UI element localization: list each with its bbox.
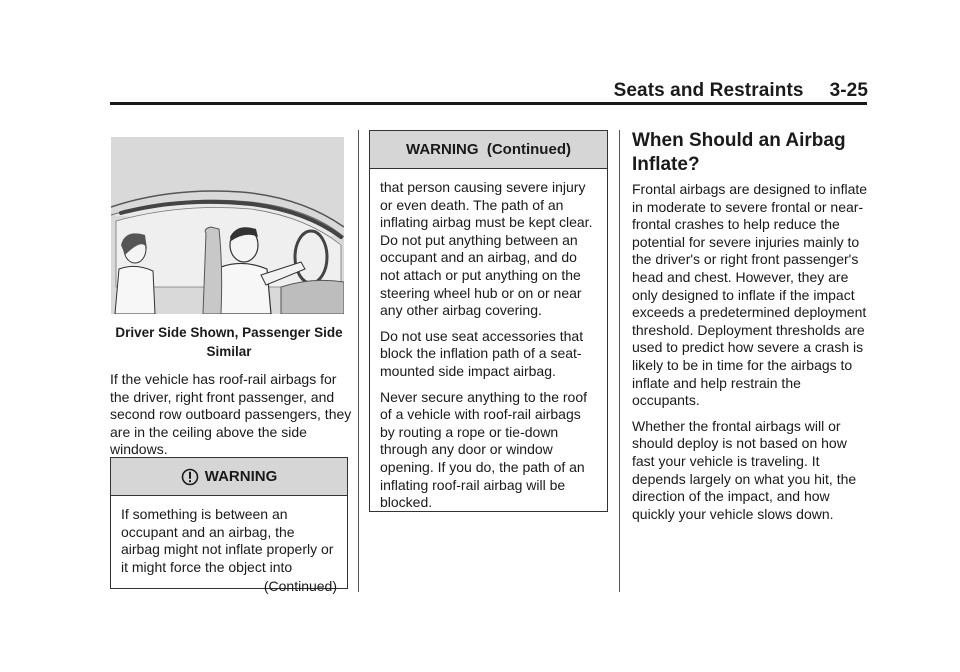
warning-paragraph: Do not use seat accessories that block the inflation path of a seat-mounted side impact airbag. bbox=[380, 327, 584, 379]
warning-text: If something is between an occupant and an airbag, the airbag might not inflate properly or it might force the object into bbox=[121, 506, 334, 575]
right-paragraph: Frontal airbags are designed to inflate in moderate to severe frontal or near-frontal crashes to help reduce the potential for severe injuries mainly to the driver's or right front passenger's head and chest. However, they are only designed to inflate if the impact exceeds a predetermined deployment threshold. Deployment thresholds are used to predict how severe a crash is likely to be in time for the airbags to inflate and help restrain the occupants. bbox=[632, 181, 868, 409]
continued-label: (Continued) bbox=[263, 578, 337, 595]
column-divider-right bbox=[619, 130, 620, 592]
warning-header bbox=[111, 458, 347, 496]
section-heading: When Should an Airbag Inflate? bbox=[632, 130, 846, 175]
figure-caption: Driver Side Shown, Passenger Side Similar bbox=[115, 325, 343, 359]
warning-paragraph: that person causing severe injury or even death. The path of an inflating airbag must be kept clear. Do not put anything between an occupant and an airbag, and do not attach or put anything on the steering wheel hub or on or near any other airbag covering. bbox=[380, 179, 593, 319]
warning-box bbox=[110, 457, 348, 595]
warning-body bbox=[111, 496, 347, 602]
header-rule bbox=[110, 102, 867, 105]
page-number: 3-25 bbox=[829, 80, 868, 101]
page-header bbox=[614, 80, 868, 102]
left-body-text bbox=[110, 371, 352, 467]
section-title-header: Seats and Restraints bbox=[613, 80, 804, 101]
warning-paragraph: Never secure anything to the roof of a vehicle with roof-rail airbags by routing a rope or tie-down through any door or window opening. If you do, the path of an inflating roof-rail airbag will be blocked. bbox=[380, 388, 588, 511]
left-paragraph: If the vehicle has roof-rail airbags for the driver, right front passenger, and second row outboard passengers, they are in the ceiling above the side windows. bbox=[110, 371, 352, 458]
right-paragraph: Whether the frontal airbags will or should deploy is not based on how fast your vehicle is traveling. It depends largely on what you hit, the direction of the impact, and how quickly your vehicle slows down. bbox=[632, 417, 857, 522]
warning-continued-header bbox=[370, 131, 607, 169]
right-body-text bbox=[632, 181, 872, 531]
warning-continued-title: WARNING (Continued) bbox=[406, 141, 571, 158]
warning-title: WARNING bbox=[204, 468, 278, 485]
car-interior-drawing bbox=[111, 137, 344, 314]
warning-continued-box bbox=[369, 130, 608, 512]
column-divider-left bbox=[358, 130, 359, 592]
warning-symbol-icon bbox=[181, 468, 199, 486]
airbag-illustration bbox=[111, 137, 344, 314]
warning-continued-body bbox=[370, 169, 607, 526]
